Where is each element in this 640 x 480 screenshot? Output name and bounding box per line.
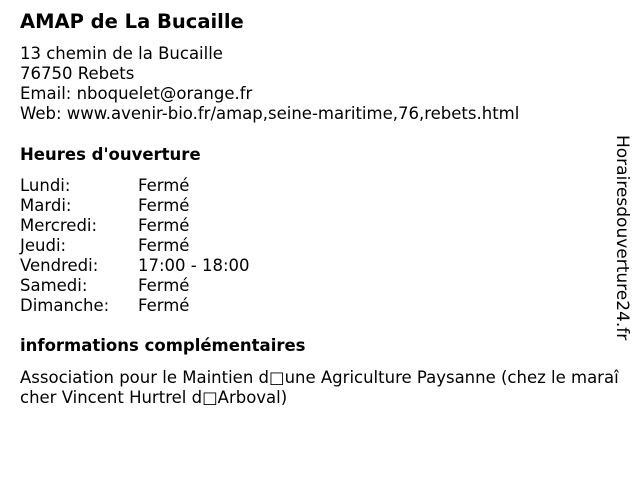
hours-row-monday [20,176,610,196]
info-heading: informations complémentaires [20,336,306,355]
day-label: Samedi: [20,276,88,295]
day-hours: Fermé [138,216,190,235]
email-line: Email: nboquelet@orange.fr [20,84,253,103]
hours-row-saturday [20,276,610,296]
day-hours: Fermé [138,236,190,255]
day-label: Dimanche: [20,296,110,315]
day-label: Mercredi: [20,216,98,235]
day-hours: Fermé [138,176,190,195]
address-street: 13 chemin de la Bucaille [20,44,223,63]
website-line: Web: www.avenir-bio.fr/amap,seine-maritime,76,rebets.html [20,104,520,123]
hours-row-sunday [20,296,610,316]
hours-row-thursday [20,236,610,256]
day-hours: Fermé [138,296,190,315]
page-title: AMAP de La Bucaille [20,10,244,33]
hours-row-tuesday [20,196,610,216]
site-watermark: Horairesdouverture24.fr [612,135,632,341]
hours-row-friday [20,256,610,276]
hours-table [20,176,610,316]
day-hours: Fermé [138,276,190,295]
day-label: Mardi: [20,196,72,215]
hours-heading: Heures d'ouverture [20,145,201,164]
hours-row-wednesday [20,216,610,236]
day-label: Vendredi: [20,256,99,275]
day-hours: Fermé [138,196,190,215]
day-label: Lundi: [20,176,71,195]
day-label: Jeudi: [20,236,67,255]
info-text: Association pour le Maintien d□une Agriculture Paysanne (chez le maraîcher Vincent Hurtrel d□Arboval) [20,368,619,407]
listing-card [20,10,619,408]
address-block [20,44,610,124]
address-city: 76750 Rebets [20,64,135,83]
day-hours: 17:00 - 18:00 [138,256,250,275]
